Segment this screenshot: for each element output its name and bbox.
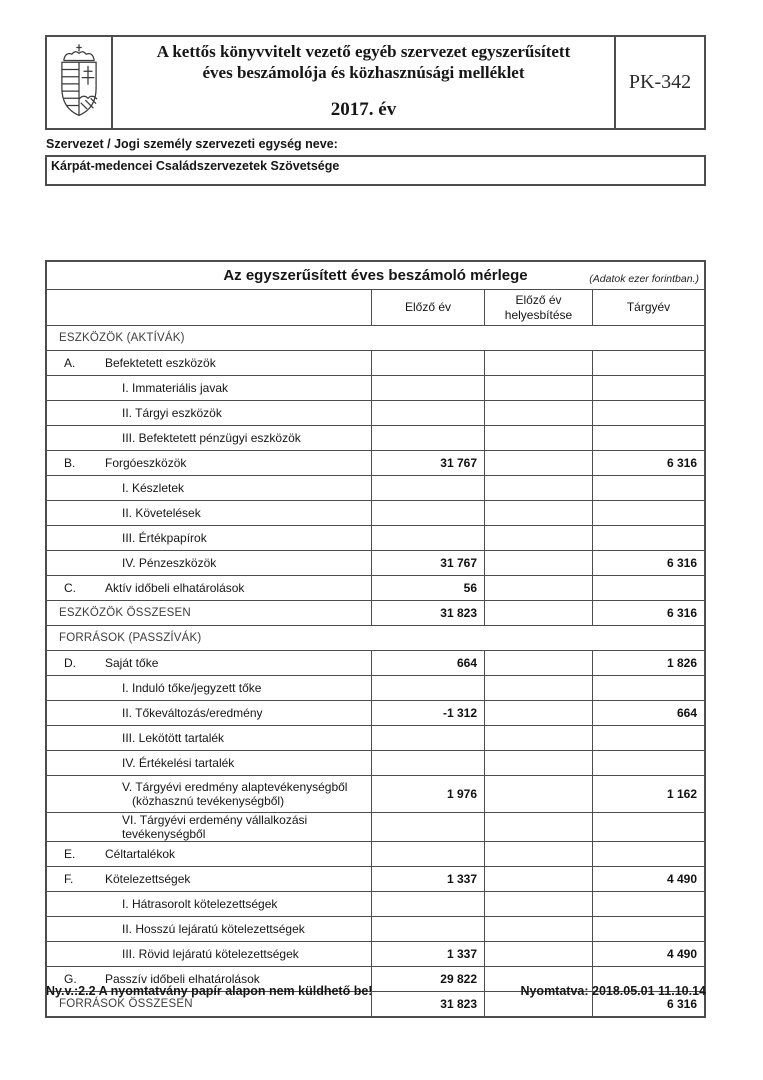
row-label [47, 751, 371, 775]
cell-prev-year: 31 767 [371, 551, 484, 575]
table-row [47, 776, 704, 813]
row-title: IV. Pénzeszközök [122, 556, 217, 570]
cell-current-year [592, 726, 704, 750]
row-title: II. Követelések [122, 506, 201, 520]
row-letter: G. [64, 972, 77, 986]
column-header-prev-year-correction: Előző év helyesbítése [484, 290, 592, 325]
footer-version-note: Ny.v.:2.2 A nyomtatvány papír alapon nem küldhető be! [46, 984, 373, 998]
cell-current-year [592, 813, 704, 841]
row-label [47, 351, 371, 375]
row-title: III. Lekötött tartalék [122, 731, 225, 745]
row-label [47, 526, 371, 550]
cell-prev-year-correction [484, 376, 592, 400]
row-label [47, 551, 371, 575]
cell-current-year [592, 676, 704, 700]
cell-current-year [592, 892, 704, 916]
cell-prev-year-correction [484, 751, 592, 775]
row-title: Forgóeszközök [105, 456, 187, 470]
cell-prev-year-correction [484, 776, 592, 812]
table-row [47, 476, 704, 501]
row-label [47, 867, 371, 891]
row-title: Saját tőke [105, 656, 159, 670]
cell-prev-year-correction [484, 476, 592, 500]
cell-prev-year: 1 337 [371, 867, 484, 891]
row-label [47, 651, 371, 675]
cell-current-year: 4 490 [592, 942, 704, 966]
row-title-line2: (közhasznú tevékenységből) [132, 794, 285, 808]
row-title: III. Rövid lejáratú kötelezettségek [122, 947, 299, 961]
row-title: I. Induló tőke/jegyzett tőke [122, 681, 262, 695]
form-header [45, 35, 706, 130]
row-label: FORRÁSOK ÖSSZESEN [59, 998, 193, 1010]
table-row [47, 942, 704, 967]
table-row [47, 501, 704, 526]
form-title-line2: éves beszámolója és közhasznúsági melléklet [202, 62, 525, 82]
table-row [47, 626, 704, 651]
hungary-coat-of-arms-icon [52, 43, 106, 123]
row-label [47, 376, 371, 400]
cell-prev-year: 31 823 [371, 992, 484, 1016]
table-row [47, 576, 704, 601]
cell-prev-year [371, 842, 484, 866]
form-code: PK-342 [628, 71, 692, 93]
cell-current-year: 1 826 [592, 651, 704, 675]
row-label [47, 676, 371, 700]
table-row [47, 867, 704, 892]
row-title: I. Immateriális javak [122, 381, 229, 395]
table-row [47, 676, 704, 701]
table-row [47, 376, 704, 401]
row-title: I. Készletek [122, 481, 185, 495]
cell-current-year [592, 917, 704, 941]
cell-prev-year: -1 312 [371, 701, 484, 725]
row-title: III. Értékpapírok [122, 531, 207, 545]
form-title [113, 37, 614, 83]
cell-current-year: 664 [592, 701, 704, 725]
table-row [47, 326, 704, 351]
cell-current-year: 6 316 [592, 551, 704, 575]
form-title-block [113, 37, 616, 128]
cell-prev-year: 1 976 [371, 776, 484, 812]
cell-prev-year [371, 813, 484, 841]
table-row [47, 813, 704, 842]
row-letter: B. [64, 456, 76, 470]
cell-prev-year-correction [484, 526, 592, 550]
cell-prev-year-correction [484, 701, 592, 725]
org-name-label: Szervezet / Jogi személy szervezeti egység neve: [46, 137, 338, 151]
table-row [47, 726, 704, 751]
cell-prev-year-correction [484, 892, 592, 916]
cell-prev-year [371, 892, 484, 916]
table-row [47, 351, 704, 376]
row-title: II. Hosszú lejáratú kötelezettségek [122, 922, 305, 936]
cell-current-year [592, 842, 704, 866]
cell-prev-year-correction [484, 917, 592, 941]
footer-printed-date: Nyomtatva: 2018.05.01 11.10.14 [520, 984, 706, 998]
form-title-line1: A kettős könyvvitelt vezető egyéb szervezet egyszerűsített [156, 42, 571, 61]
cell-prev-year [371, 676, 484, 700]
table-row [47, 601, 704, 626]
table-row [47, 917, 704, 942]
cell-prev-year-correction [484, 726, 592, 750]
form-year: 2017. év [330, 99, 397, 120]
table-title: Az egyszerűsített éves beszámoló mérlege [223, 267, 528, 284]
table-row [47, 551, 704, 576]
row-title: II. Tárgyi eszközök [122, 406, 222, 420]
row-letter: D. [64, 656, 76, 670]
cell-prev-year-correction [484, 426, 592, 450]
table-row [47, 526, 704, 551]
row-title: IV. Értékelési tartalék [122, 756, 235, 770]
cell-prev-year-correction [484, 813, 592, 841]
cell-prev-year-correction [484, 351, 592, 375]
cell-prev-year-correction [484, 601, 592, 625]
cell-prev-year-correction [484, 576, 592, 600]
cell-current-year [592, 351, 704, 375]
row-label [47, 401, 371, 425]
row-title: Aktív időbeli elhatárolások [105, 581, 245, 595]
cell-prev-year-correction [484, 842, 592, 866]
column-header-row [47, 290, 704, 326]
unit-note: (Adatok ezer forintban.) [589, 273, 699, 285]
row-title: Passzív időbeli elhatárolások [105, 972, 260, 986]
column-header-current-year: Tárgyév [592, 290, 704, 325]
cell-current-year [592, 426, 704, 450]
section-label: ESZKÖZÖK (AKTÍVÁK) [59, 332, 185, 344]
cell-prev-year [371, 726, 484, 750]
table-row [47, 451, 704, 476]
row-label [47, 842, 371, 866]
row-letter: A. [64, 356, 76, 370]
cell-prev-year: 31 823 [371, 601, 484, 625]
cell-prev-year-correction [484, 676, 592, 700]
row-label [47, 917, 371, 941]
row-letter: F. [64, 872, 74, 886]
table-row [47, 426, 704, 451]
cell-prev-year: 29 822 [371, 967, 484, 991]
table-row [47, 651, 704, 676]
row-label: ESZKÖZÖK ÖSSZESEN [59, 607, 191, 619]
cell-prev-year-correction [484, 942, 592, 966]
row-label [47, 776, 371, 812]
cell-prev-year-correction [484, 451, 592, 475]
cell-prev-year [371, 401, 484, 425]
section-label: FORRÁSOK (PASSZÍVÁK) [59, 632, 202, 644]
row-title: VI. Tárgyévi erdemény vállalkozási tevékenységből [122, 813, 308, 841]
cell-prev-year [371, 917, 484, 941]
cell-prev-year [371, 501, 484, 525]
cell-current-year: 6 316 [592, 601, 704, 625]
org-name-value: Kárpát-medencei Családszervezetek Szövetsége [51, 159, 340, 173]
coat-of-arms-logo [47, 37, 113, 128]
column-header-empty [47, 290, 371, 325]
cell-current-year: 4 490 [592, 867, 704, 891]
row-label [47, 451, 371, 475]
table-row [47, 842, 704, 867]
row-label [47, 942, 371, 966]
cell-current-year [592, 526, 704, 550]
row-title: Céltartalékok [105, 847, 176, 861]
row-label [47, 892, 371, 916]
cell-prev-year-correction [484, 551, 592, 575]
row-title: III. Befektetett pénzügyi eszközök [122, 431, 301, 445]
row-title: I. Hátrasorolt kötelezettségek [122, 897, 278, 911]
row-title: Befektetett eszközök [105, 356, 216, 370]
cell-prev-year-correction [484, 867, 592, 891]
cell-prev-year-correction [484, 651, 592, 675]
cell-prev-year: 31 767 [371, 451, 484, 475]
cell-current-year [592, 751, 704, 775]
column-header-prev-year: Előző év [371, 290, 484, 325]
cell-prev-year: 1 337 [371, 942, 484, 966]
cell-current-year [592, 501, 704, 525]
cell-prev-year [371, 426, 484, 450]
cell-prev-year: 56 [371, 576, 484, 600]
cell-prev-year [371, 476, 484, 500]
row-title: V. Tárgyévi eredmény alaptevékenységből [122, 780, 348, 794]
cell-prev-year [371, 376, 484, 400]
row-label [47, 701, 371, 725]
cell-prev-year [371, 351, 484, 375]
table-row [47, 701, 704, 726]
table-row [47, 751, 704, 776]
cell-current-year [592, 401, 704, 425]
cell-current-year: 6 316 [592, 992, 704, 1016]
cell-current-year [592, 576, 704, 600]
row-letter: E. [64, 847, 76, 861]
cell-current-year [592, 376, 704, 400]
cell-prev-year: 664 [371, 651, 484, 675]
row-label [47, 813, 371, 841]
cell-prev-year [371, 751, 484, 775]
cell-prev-year-correction [484, 401, 592, 425]
cell-current-year [592, 476, 704, 500]
cell-prev-year [371, 526, 484, 550]
row-label [47, 476, 371, 500]
row-label [47, 726, 371, 750]
table-row [47, 892, 704, 917]
row-label [47, 576, 371, 600]
cell-prev-year-correction [484, 501, 592, 525]
row-letter: C. [64, 581, 76, 595]
table-row [47, 401, 704, 426]
org-name-box [45, 155, 706, 186]
balance-table [45, 260, 706, 1018]
row-title: Kötelezettségek [105, 872, 191, 886]
table-rows [47, 326, 704, 1016]
row-title: II. Tőkeváltozás/eredmény [122, 706, 263, 720]
cell-current-year: 1 162 [592, 776, 704, 812]
row-label [47, 426, 371, 450]
row-label [47, 501, 371, 525]
cell-current-year: 6 316 [592, 451, 704, 475]
table-title-row [47, 262, 704, 290]
